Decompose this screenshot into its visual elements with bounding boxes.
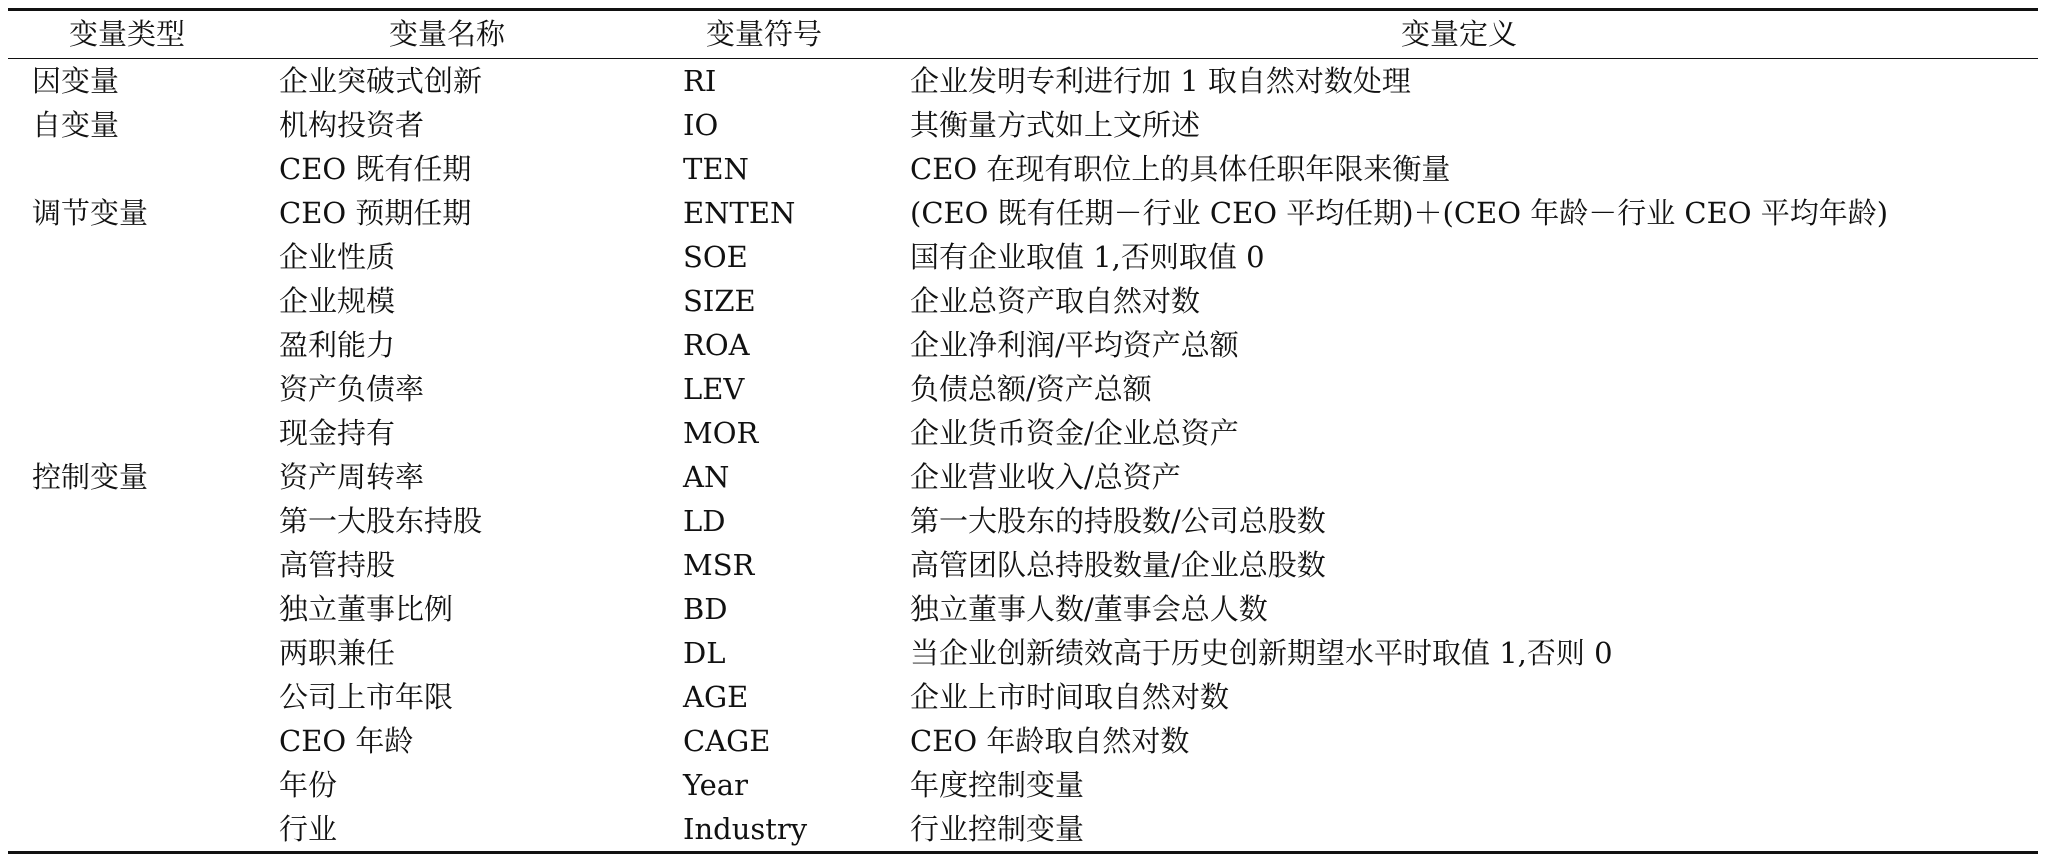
variable-symbol-cell: TEN <box>683 152 749 186</box>
variable-name-cell: CEO 年龄 <box>279 724 414 758</box>
variable-symbol-cell: MSR <box>683 548 755 582</box>
variable-type-cell <box>8 543 246 587</box>
variable-symbol-cell: CAGE <box>683 724 771 758</box>
table-body <box>8 59 2038 853</box>
variable-type-cell: 控制变量 <box>32 460 149 494</box>
variable-symbol-cell: RI <box>683 64 717 98</box>
variable-name-cell: 资产负债率 <box>279 372 425 406</box>
variable-definition-cell: 独立董事人数/董事会总人数 <box>910 592 1268 626</box>
variable-name-cell: 公司上市年限 <box>279 680 454 714</box>
variable-name-cell: 高管持股 <box>279 548 396 582</box>
variable-name-cell: CEO 既有任期 <box>279 152 472 186</box>
variable-definition-cell: 企业发明专利进行加 1 取自然对数处理 <box>910 64 1411 98</box>
variable-symbol-cell: Industry <box>683 812 808 846</box>
variable-definition-table-wrap <box>8 8 2038 854</box>
variable-definition-cell: 第一大股东的持股数/公司总股数 <box>910 504 1326 538</box>
variable-type-cell <box>8 279 246 323</box>
variable-definition-cell: 行业控制变量 <box>910 812 1085 846</box>
variable-type-cell <box>8 147 246 191</box>
variable-definition-cell: 企业上市时间取自然对数 <box>910 680 1230 714</box>
variable-definition-cell: 企业货币资金/企业总资产 <box>910 416 1239 450</box>
variable-definition-table <box>8 8 2038 854</box>
variable-type-cell <box>8 719 246 763</box>
variable-definition-cell: 企业总资产取自然对数 <box>910 284 1201 318</box>
variable-symbol-cell: SOE <box>683 240 748 274</box>
variable-symbol-cell: ROA <box>683 328 750 362</box>
variable-symbol-cell: IO <box>683 108 719 142</box>
variable-name-cell: 资产周转率 <box>279 460 425 494</box>
variable-type-cell <box>8 763 246 807</box>
table-row <box>8 59 2038 104</box>
table-row <box>8 587 2038 631</box>
variable-symbol-cell: ENTEN <box>683 196 796 230</box>
table-row <box>8 367 2038 411</box>
table-row <box>8 807 2038 853</box>
table-row <box>8 675 2038 719</box>
variable-definition-cell: (CEO 既有任期－行业 CEO 平均任期)＋(CEO 年龄－行业 CEO 平均年龄) <box>910 196 1889 230</box>
variable-type-cell <box>8 631 246 675</box>
variable-type-cell <box>8 499 246 543</box>
variable-definition-cell: 企业营业收入/总资产 <box>910 460 1181 494</box>
variable-symbol-cell: BD <box>683 592 728 626</box>
table-row <box>8 279 2038 323</box>
variable-name-cell: 两职兼任 <box>279 636 396 670</box>
table-row <box>8 411 2038 455</box>
table-row <box>8 455 2038 499</box>
table-header <box>8 10 2038 59</box>
variable-name-cell: CEO 预期任期 <box>279 196 472 230</box>
table-row <box>8 543 2038 587</box>
variable-name-cell: 企业突破式创新 <box>279 64 483 98</box>
table-row <box>8 323 2038 367</box>
variable-definition-cell: CEO 年龄取自然对数 <box>910 724 1190 758</box>
variable-symbol-cell: AN <box>683 460 730 494</box>
variable-definition-cell: 负债总额/资产总额 <box>910 372 1152 406</box>
variable-symbol-cell: Year <box>683 768 748 802</box>
variable-symbol-cell: SIZE <box>683 284 756 318</box>
table-row <box>8 235 2038 279</box>
header-variable-type: 变量类型 <box>68 17 185 51</box>
variable-type-cell <box>8 411 246 455</box>
variable-type-cell <box>8 587 246 631</box>
variable-definition-cell: 其衡量方式如上文所述 <box>910 108 1201 142</box>
variable-name-cell: 盈利能力 <box>279 328 396 362</box>
variable-type-cell <box>8 807 246 853</box>
variable-symbol-cell: MOR <box>683 416 759 450</box>
variable-type-cell <box>8 235 246 279</box>
variable-name-cell: 独立董事比例 <box>279 592 454 626</box>
variable-type-cell <box>8 675 246 719</box>
header-variable-symbol: 变量符号 <box>705 17 822 51</box>
variable-definition-cell: 国有企业取值 1,否则取值 0 <box>910 240 1265 274</box>
header-variable-name: 变量名称 <box>388 17 505 51</box>
table-row <box>8 191 2038 235</box>
variable-symbol-cell: LEV <box>683 372 745 406</box>
variable-type-cell: 因变量 <box>32 64 120 98</box>
variable-name-cell: 第一大股东持股 <box>279 504 483 538</box>
variable-name-cell: 企业规模 <box>279 284 396 318</box>
variable-type-cell <box>8 323 246 367</box>
table-row <box>8 499 2038 543</box>
variable-type-cell: 自变量 <box>32 108 120 142</box>
variable-symbol-cell: AGE <box>683 680 749 714</box>
table-row <box>8 103 2038 147</box>
header-row <box>8 10 2038 59</box>
variable-definition-cell: 企业净利润/平均资产总额 <box>910 328 1239 362</box>
variable-definition-cell: CEO 在现有职位上的具体任职年限来衡量 <box>910 152 1451 186</box>
table-row <box>8 631 2038 675</box>
table-row <box>8 763 2038 807</box>
table-row <box>8 147 2038 191</box>
variable-definition-cell: 高管团队总持股数量/企业总股数 <box>910 548 1326 582</box>
variable-name-cell: 现金持有 <box>279 416 396 450</box>
variable-name-cell: 机构投资者 <box>279 108 425 142</box>
table-row <box>8 719 2038 763</box>
variable-type-cell: 调节变量 <box>32 196 149 230</box>
variable-symbol-cell: DL <box>683 636 726 670</box>
variable-name-cell: 年份 <box>279 768 338 802</box>
variable-name-cell: 行业 <box>279 812 338 846</box>
variable-symbol-cell: LD <box>683 504 726 538</box>
variable-name-cell: 企业性质 <box>279 240 396 274</box>
variable-definition-cell: 年度控制变量 <box>910 768 1085 802</box>
variable-definition-cell: 当企业创新绩效高于历史创新期望水平时取值 1,否则 0 <box>910 636 1613 670</box>
variable-type-cell <box>8 367 246 411</box>
header-variable-definition: 变量定义 <box>1400 17 1517 51</box>
